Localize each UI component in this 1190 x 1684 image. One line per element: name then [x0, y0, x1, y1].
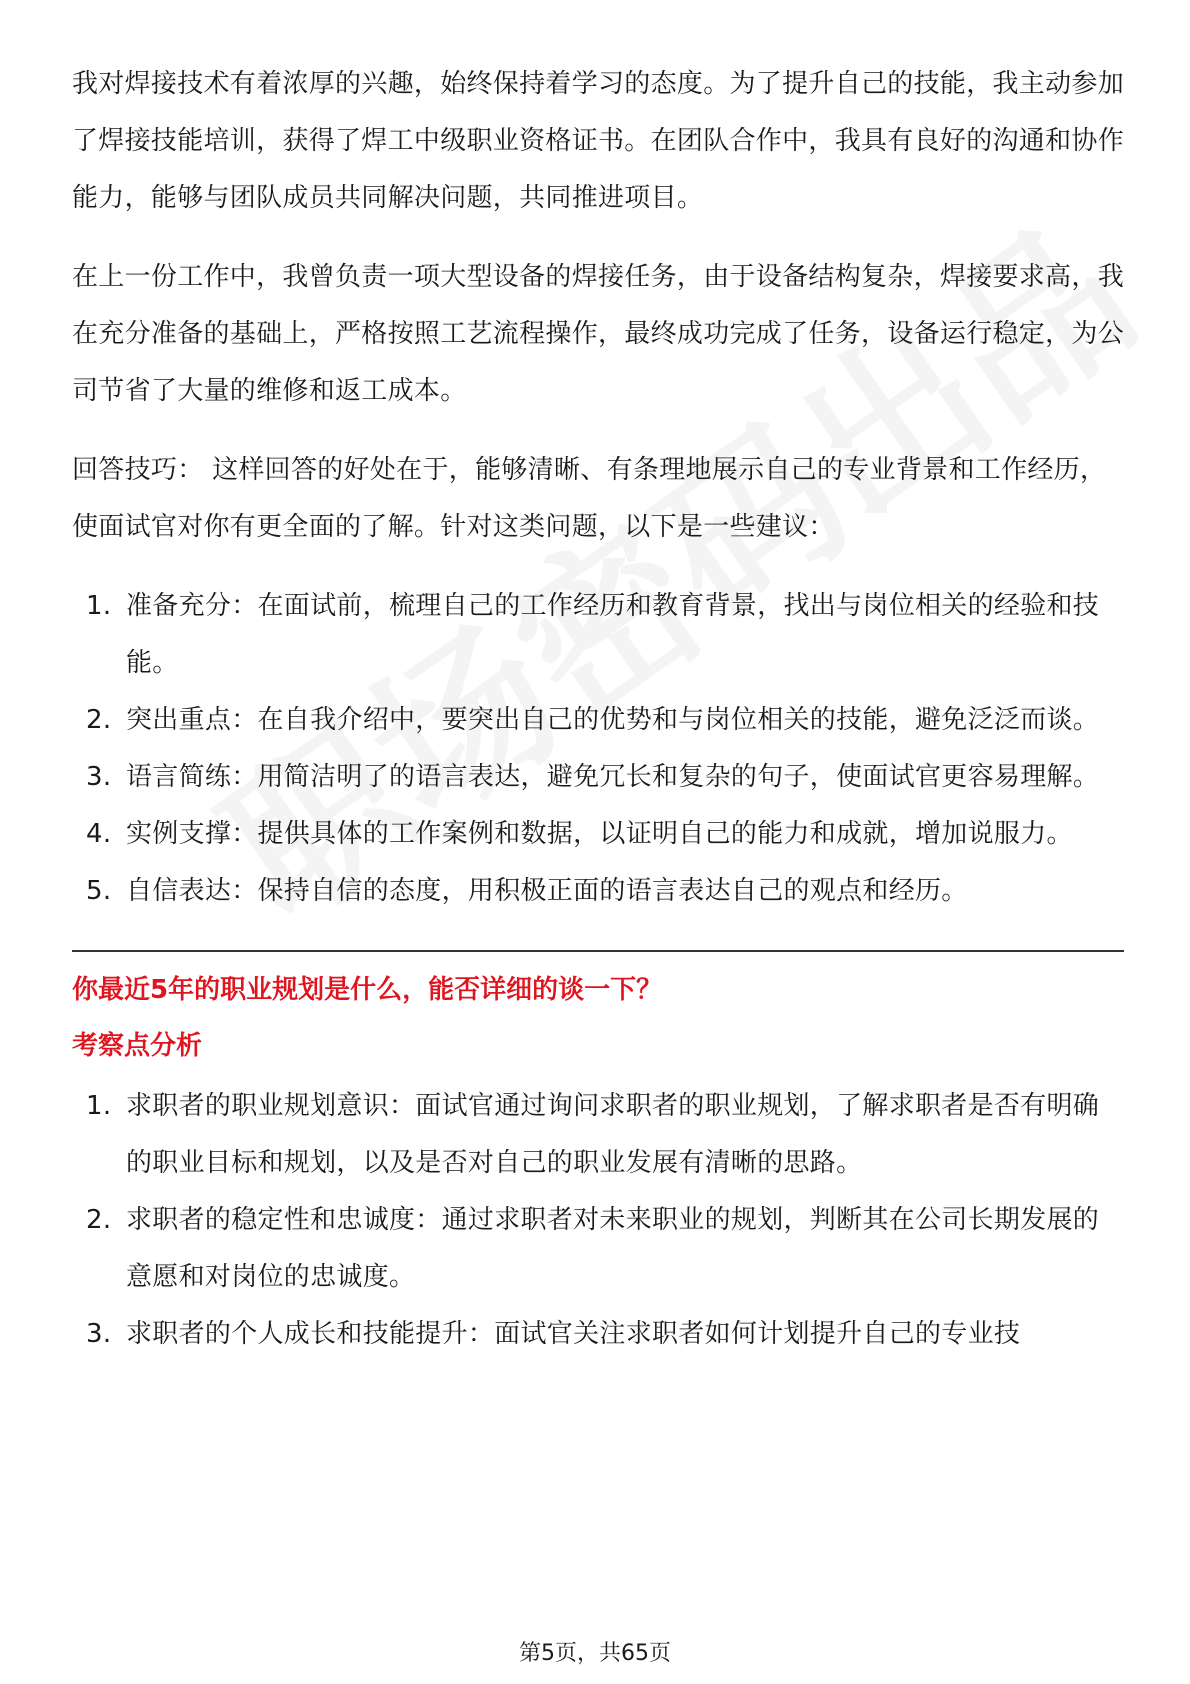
- list-text: 突出重点：在自我介绍中，要突出自己的优势和与岗位相关的技能，避免泛泛而谈。: [126, 705, 1100, 735]
- list-number: 2.: [86, 705, 112, 735]
- tips-list: [72, 578, 1124, 920]
- paragraph-answer-tips: 回答技巧： 这样回答的好处在于，能够清晰、有条理地展示自己的专业背景和工作经历，使面试官对你有更全面的了解。针对这类问题，以下是一些建议：: [72, 455, 1107, 542]
- list-text: 求职者的稳定性和忠诚度：通过求职者对未来职业的规划，判断其在公司长期发展的意愿和对岗位的忠诚度。: [126, 1205, 1100, 1292]
- paragraph-skills: 我对焊接技术有着浓厚的兴趣，始终保持着学习的态度。为了提升自己的技能，我主动参加了焊接技能培训，获得了焊工中级职业资格证书。在团队合作中，我具有良好的沟通和协作能力，能够与团队成员共同解决问题，共同推进项目。: [72, 69, 1125, 213]
- page-content: [72, 56, 1124, 1363]
- list-item: [72, 1306, 1124, 1363]
- list-text: 实例支撑：提供具体的工作案例和数据，以证明自己的能力和成就，增加说服力。: [126, 819, 1073, 849]
- list-text: 求职者的个人成长和技能提升：面试官关注求职者如何计划提升自己的专业技: [126, 1319, 1021, 1349]
- list-text: 准备充分：在面试前，梳理自己的工作经历和教育背景，找出与岗位相关的经验和技能。: [126, 591, 1100, 678]
- list-text: 自信表达：保持自信的态度，用积极正面的语言表达自己的观点和经历。: [126, 876, 968, 906]
- list-number: 1.: [86, 591, 112, 621]
- list-item: [72, 749, 1124, 806]
- list-number: 5.: [86, 876, 112, 906]
- list-number: 2.: [86, 1205, 112, 1235]
- list-item: [72, 1192, 1124, 1306]
- analysis-heading: 考察点分析: [72, 1031, 203, 1061]
- list-text: 求职者的职业规划意识：面试官通过询问求职者的职业规划，了解求职者是否有明确的职业目标和规划，以及是否对自己的职业发展有清晰的思路。: [126, 1091, 1100, 1178]
- list-number: 1.: [86, 1091, 112, 1121]
- list-item: [72, 863, 1124, 920]
- list-item: [72, 1078, 1124, 1192]
- list-item: [72, 692, 1124, 749]
- list-item: [72, 578, 1124, 692]
- paragraph-experience: 在上一份工作中，我曾负责一项大型设备的焊接任务，由于设备结构复杂，焊接要求高，我在充分准备的基础上，严格按照工艺流程操作，最终成功完成了任务，设备运行稳定，为公司节省了大量的维修和返工成本。: [72, 262, 1125, 406]
- analysis-list: [72, 1078, 1124, 1363]
- section-divider: [72, 950, 1124, 952]
- page-number: 第5页，共65页: [519, 1641, 671, 1666]
- list-item: [72, 806, 1124, 863]
- list-text: 语言简练：用简洁明了的语言表达，避免冗长和复杂的句子，使面试官更容易理解。: [126, 762, 1100, 792]
- list-number: 4.: [86, 819, 112, 849]
- list-number: 3.: [86, 762, 112, 792]
- question-title: 你最近5年的职业规划是什么，能否详细的谈一下？: [72, 975, 663, 1005]
- list-number: 3.: [86, 1319, 112, 1349]
